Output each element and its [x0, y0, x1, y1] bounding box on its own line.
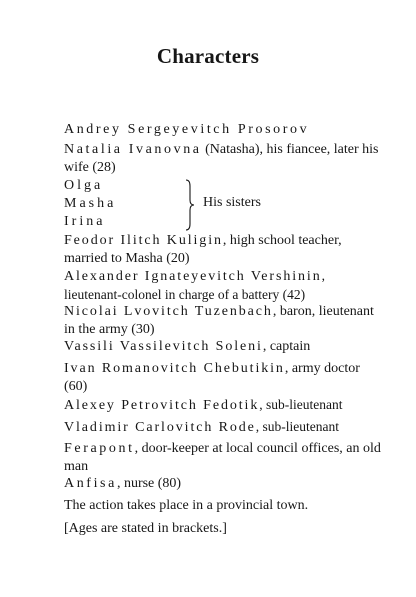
character-entry	[64, 267, 382, 305]
character-entry	[64, 121, 382, 139]
character-description: , baron, lieutenant in the army (30)	[64, 304, 374, 337]
character-entry	[64, 418, 382, 437]
character-name: Natalia Ivanovna	[64, 142, 202, 157]
character-description: , sub-lieutenant	[259, 397, 343, 412]
character-name: Alexey Petrovitch Fedotik	[64, 398, 260, 413]
character-entry	[64, 475, 382, 493]
character-description: , nurse (80)	[116, 476, 182, 491]
page-title: Characters	[156, 44, 260, 68]
character-description: , army doctor (60)	[64, 361, 360, 394]
character-name: Ferapont	[64, 441, 135, 456]
sister-name: Irina	[64, 214, 106, 229]
character-entry	[64, 303, 382, 339]
character-description: , sub-lieutenant	[255, 419, 340, 434]
ages-note: [Ages are stated in brackets.]	[64, 521, 227, 536]
character-entry	[64, 232, 382, 268]
character-description: , high school teacher, married to Masha (20)	[64, 233, 342, 266]
character-name: Nicolai Lvovitch Tuzenbach	[64, 304, 273, 319]
character-description: , lieutenant-colonel in charge of a battery (42)	[64, 268, 325, 302]
character-entry	[64, 360, 382, 396]
character-name: Ivan Romanovitch Chebutikin	[64, 361, 285, 376]
character-entry	[64, 440, 382, 476]
character-entry	[64, 338, 382, 356]
brace-icon	[184, 178, 196, 232]
character-entry	[64, 141, 382, 177]
character-description: , captain	[262, 339, 311, 354]
character-description: , door-keeper at local council offices, an old man	[64, 441, 381, 474]
character-name: Alexander Ignateyevitch Vershinin	[64, 269, 322, 284]
character-name: Andrey Sergeyevitch Prosorov	[64, 122, 310, 137]
character-description: (Natasha), his fiancee, later his wife (28)	[64, 142, 379, 175]
character-name: Vladimir Carlovitch Rode	[64, 420, 256, 435]
sister-name: Masha	[64, 196, 117, 211]
sisters-group	[64, 178, 264, 232]
setting-note: The action takes place in a provincial town.	[64, 498, 309, 513]
character-name: Feodor Ilitch Kuligin	[64, 233, 223, 248]
character-name: Anfisa	[64, 476, 117, 491]
sister-name: Olga	[64, 178, 104, 193]
character-entry	[64, 396, 382, 415]
character-name: Vassili Vassilevitch Soleni	[64, 339, 263, 354]
sisters-label: His sisters	[203, 195, 261, 210]
